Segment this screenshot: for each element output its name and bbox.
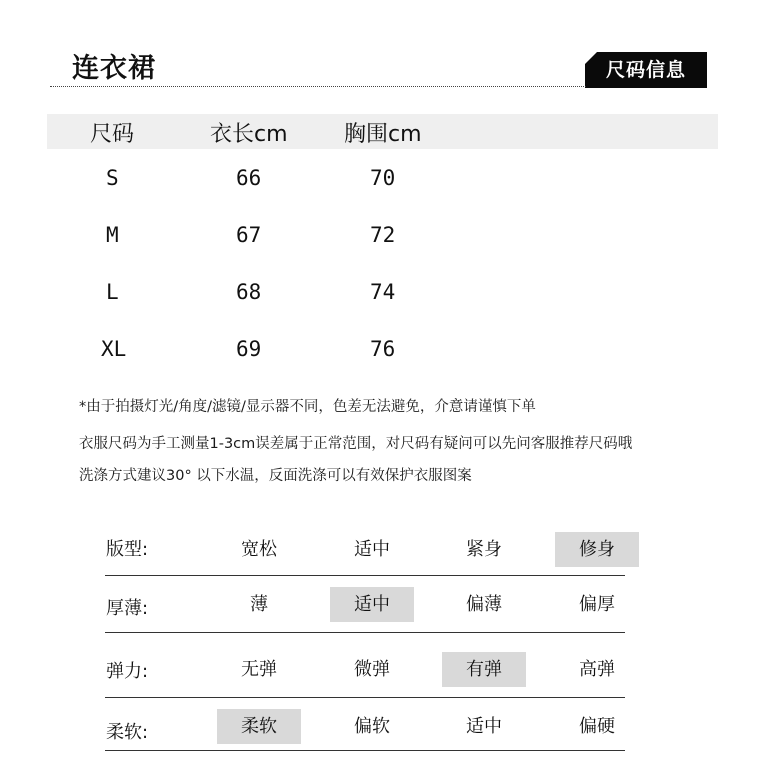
cell-size: M: [106, 223, 119, 247]
option-hard: 偏硬: [579, 716, 615, 737]
cell-length: 67: [236, 223, 262, 247]
cell-bust: 72: [370, 223, 396, 247]
note-washing-advice: 洗涤方式建议30° 以下水温，反面洗涤可以有效保护衣服图案: [79, 468, 472, 484]
cell-length: 66: [236, 166, 262, 190]
tag-notch: [585, 52, 597, 64]
option-medium-selected: 适中: [330, 587, 414, 622]
cell-size: XL: [101, 337, 127, 361]
cell-length: 69: [236, 337, 262, 361]
cell-bust: 76: [370, 337, 396, 361]
cell-size: S: [106, 166, 119, 190]
attribute-divider: [105, 632, 625, 633]
option-slight-stretch: 微弹: [354, 659, 390, 680]
option-slightly-thin: 偏薄: [466, 594, 502, 615]
attribute-divider: [105, 750, 625, 751]
attribute-label: 柔软:: [106, 722, 149, 743]
note-color-disclaimer: *由于拍摄灯光/角度/滤镜/显示器不同，色差无法避免，介意请谨慎下单: [79, 399, 536, 415]
title-dotted-divider: [50, 86, 586, 87]
cell-length: 68: [236, 280, 262, 304]
option-regular: 适中: [354, 539, 390, 560]
column-header-length: 衣长cm: [210, 122, 288, 147]
option-thin: 薄: [250, 594, 268, 615]
option-stretch-selected: 有弹: [442, 652, 526, 687]
attribute-label: 弹力:: [106, 661, 149, 682]
option-high-stretch: 高弹: [579, 659, 615, 680]
cell-bust: 70: [370, 166, 396, 190]
page-title: 连衣裙: [72, 53, 156, 84]
option-slim-selected: 修身: [555, 532, 639, 567]
option-soft-selected: 柔软: [217, 709, 301, 744]
note-measurement-error: 衣服尺码为手工测量1-3cm误差属于正常范围，对尺码有疑问可以先问客服推荐尺码哦: [79, 436, 633, 452]
attribute-divider: [105, 575, 625, 576]
cell-size: L: [106, 280, 119, 304]
cell-bust: 74: [370, 280, 396, 304]
option-loose: 宽松: [241, 539, 277, 560]
option-slightly-soft: 偏软: [354, 716, 390, 737]
attribute-divider: [105, 697, 625, 698]
option-moderate: 适中: [466, 716, 502, 737]
option-no-stretch: 无弹: [241, 659, 277, 680]
attribute-label: 厚薄:: [106, 598, 149, 619]
size-info-tag: 尺码信息: [585, 52, 707, 88]
column-header-bust: 胸围cm: [344, 122, 422, 147]
column-header-size: 尺码: [90, 122, 135, 147]
attribute-label: 版型:: [106, 539, 149, 560]
option-tight: 紧身: [466, 539, 502, 560]
option-slightly-thick: 偏厚: [579, 594, 615, 615]
